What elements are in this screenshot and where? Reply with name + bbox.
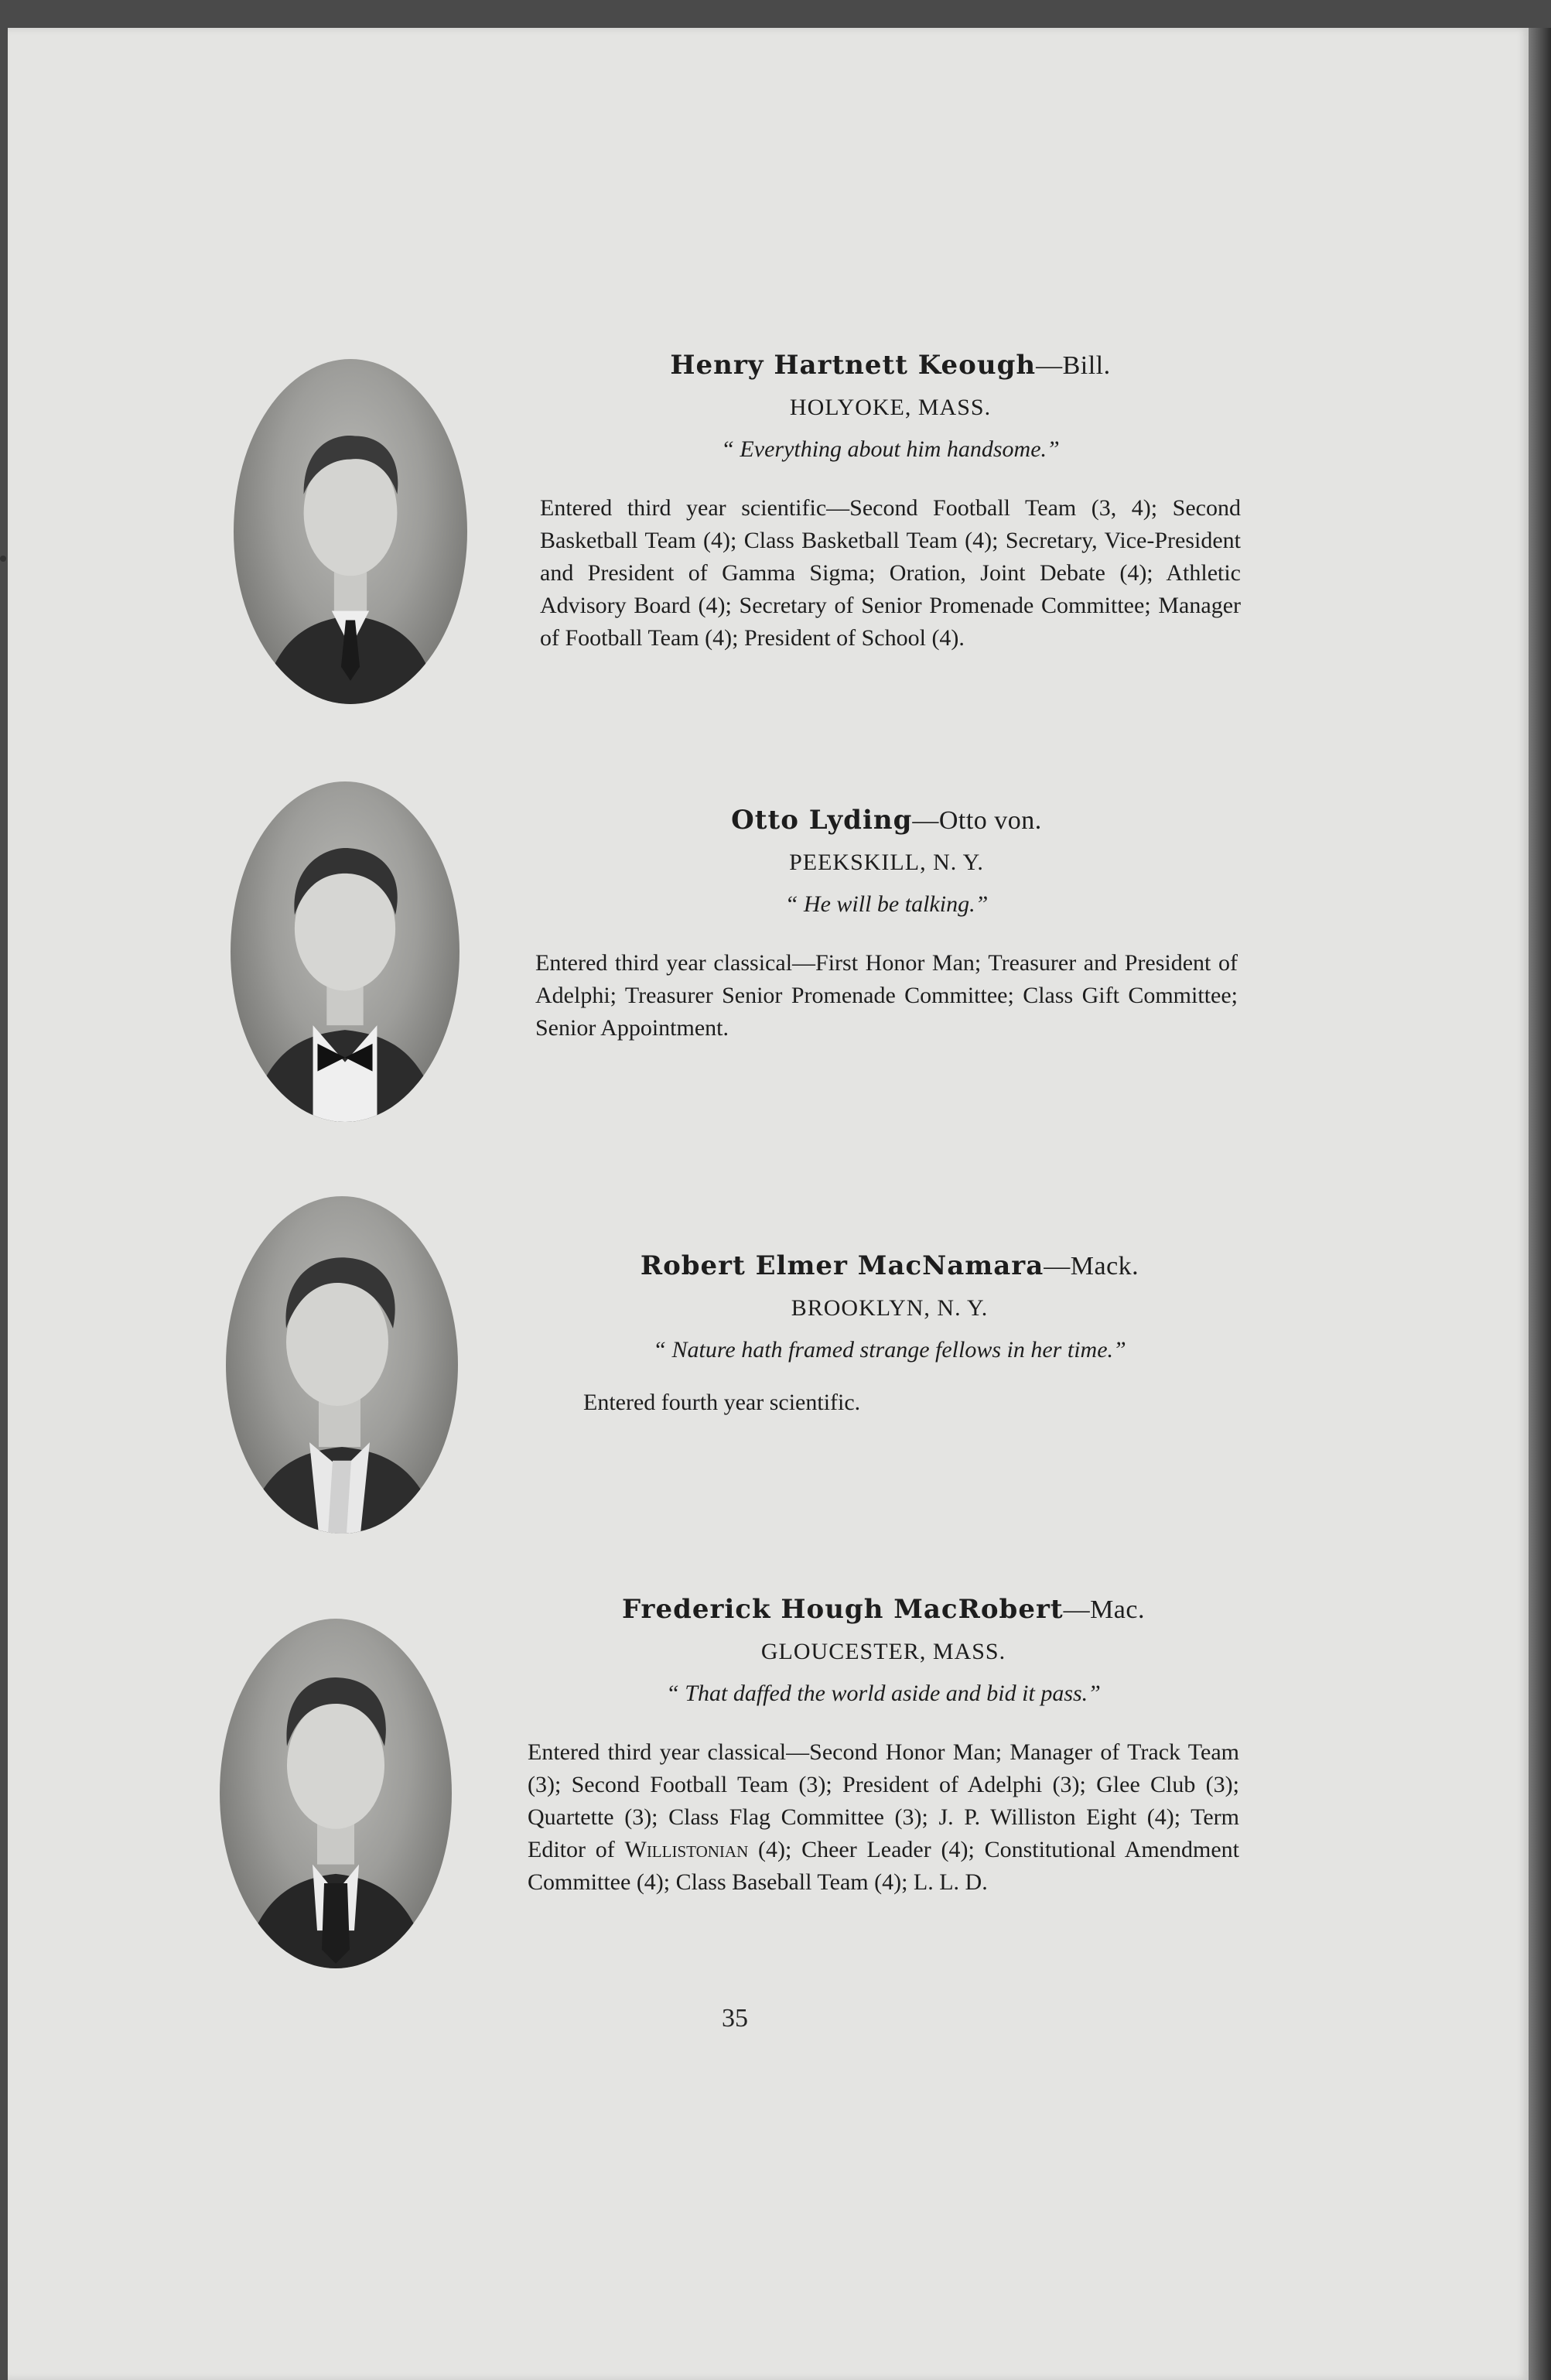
student-record: Entered third year scientific—Second Football Team (3, 4); Second Basketball Team (4); Class Basketball Team (4); Secretary, Vice-President and President of Gamma Sigma; Oration, Joint Debate (4); Athletic Advisory Board (4); Secretary of Senior Promenade Committee; Manager of Football Team (4); President of School (4). xyxy=(540,495,1241,651)
entry-name-line xyxy=(535,805,1238,836)
entry-macnamara xyxy=(557,1250,1222,1419)
student-nickname: —Mack. xyxy=(1044,1252,1139,1281)
portrait-macnamara xyxy=(226,1196,458,1534)
student-hometown: PEEKSKILL, N. Y. xyxy=(789,850,984,875)
record-text-end: (4); Cheer Leader (4); Constitutional Amendment Committee (4); Class Baseball Team (4); L. L. D. xyxy=(528,1837,1239,1895)
page-number: 35 xyxy=(722,2004,748,2033)
student-hometown: BROOKLYN, N. Y. xyxy=(791,1295,989,1321)
student-name: Robert Elmer MacNamara xyxy=(640,1250,1044,1281)
entry-name-line xyxy=(540,350,1241,381)
entry-name-line xyxy=(528,1594,1239,1625)
portrait-macrobert xyxy=(220,1619,452,1968)
student-hometown: HOLYOKE, MASS. xyxy=(789,395,992,420)
entry-name-line xyxy=(557,1250,1222,1281)
margin-mark xyxy=(0,556,6,562)
portrait-macnamara-figure xyxy=(226,1196,458,1534)
student-nickname: —Otto von. xyxy=(912,806,1042,835)
student-quote: “ Everything about him handsome.” xyxy=(721,436,1060,462)
student-record xyxy=(528,1736,1239,1899)
portrait-lyding xyxy=(231,781,459,1122)
entry-lyding xyxy=(535,805,1238,1045)
student-name: Otto Lyding xyxy=(731,805,913,836)
page-edge-shadow xyxy=(1529,28,1551,2380)
student-record: Entered fourth year scientific. xyxy=(583,1390,861,1415)
student-quote: “ Nature hath framed strange fellows in her time.” xyxy=(653,1337,1126,1363)
entry-keough xyxy=(540,350,1241,655)
portrait-lyding-figure xyxy=(231,781,459,1122)
entry-macrobert xyxy=(528,1594,1239,1899)
portrait-macrobert-figure xyxy=(220,1619,452,1968)
student-nickname: —Bill. xyxy=(1036,351,1111,380)
record-publication-name: Willistonian xyxy=(624,1837,749,1862)
student-quote: “ That daffed the world aside and bid it pass.” xyxy=(666,1681,1101,1706)
record-text-start: Entered third year classical—Second Honor Man; Manager of Track Team (3); Second Football Team (3); President of Adelphi (3); Glee Club (3); Quartette (3); Class Flag Committee (3); J. P. Williston Eight (4); Term Editor of xyxy=(528,1739,1239,1862)
portrait-keough-figure xyxy=(234,359,467,704)
student-quote: “ He will be talking.” xyxy=(784,891,989,917)
portrait-keough xyxy=(234,359,467,704)
student-record: Entered third year classical—First Honor Man; Treasurer and President of Adelphi; Treasurer Senior Promenade Committee; Class Gift Committee; Senior Appointment. xyxy=(535,950,1238,1041)
student-name: Frederick Hough MacRobert xyxy=(621,1594,1064,1625)
student-hometown: GLOUCESTER, MASS. xyxy=(760,1639,1006,1664)
student-name: Henry Hartnett Keough xyxy=(670,350,1037,381)
student-nickname: —Mac. xyxy=(1063,1595,1145,1624)
